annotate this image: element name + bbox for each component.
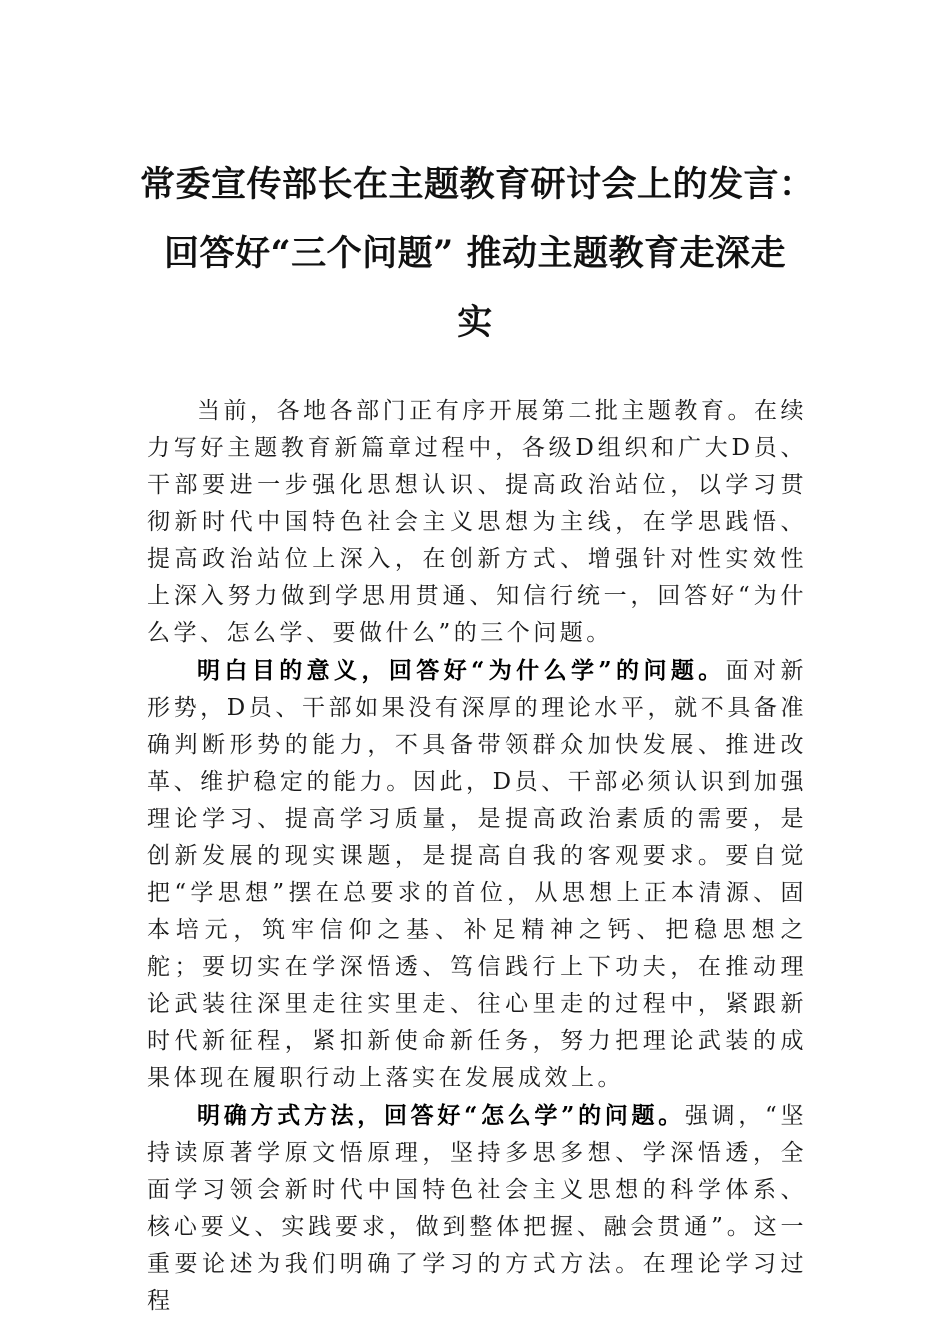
paragraph-heading: 明确方式方法，回答好“怎么学”的问题。 (197, 1102, 685, 1129)
paragraph-text: 强调，“坚持读原著学原文悟原理，坚持多思多想、学深悟透，全面学习领会新时代中国特色社会主义思想的科学体系、核心要义、实践要求，做到整体把握、融会贯通”。这一重要论述为我们明确了学习的方式方法。在理论学习过程 (147, 1103, 807, 1314)
title-line: 常委宣传部长在主题教育研讨会上的发言： (140, 164, 815, 205)
paragraph-why-learn (147, 652, 807, 1097)
paragraph-how-learn (147, 1097, 807, 1320)
title-line: 实 (457, 302, 493, 343)
document-title (140, 150, 815, 357)
paragraph-text: 当前，各地各部门正有序开展第二批主题教育。在续力写好主题教育新篇章过程中，各级D组织和广大D员、干部要进一步强化思想认识、提高政治站位，以学习贯彻新时代中国特色社会主义思想为主线，在学思践悟、提高政治站位上深入，在创新方式、增强针对性实效性上深入努力做到学思用贯通、知信行统一，回答好“为什么学、怎么学、要做什么”的三个问题。 (147, 398, 807, 646)
paragraph-heading: 明白目的意义，回答好“为什么学”的问题。 (197, 657, 726, 684)
paragraph-intro (147, 393, 807, 652)
paragraph-text: 面对新形势，D员、干部如果没有深厚的理论水平，就不具备准确判断形势的能力，不具备带领群众加快发展、推进改革、维护稳定的能力。因此，D员、干部必须认识到加强理论学习、提高学习质量，是提高政治素质的需要，是创新发展的现实课题，是提高自我的客观要求。要自觉把“学思想”摆在总要求的首位，从思想上正本清源、固本培元，筑牢信仰之基、补足精神之钙、把稳思想之舵；要切实在学深悟透、笃信践行上下功夫，在推动理论武装往深里走往实里走、往心里走的过程中，紧跟新时代新征程，紧扣新使命新任务，努力把理论武装的成果体现在履职行动上落实在发展成效上。 (147, 658, 807, 1091)
document-body (147, 393, 807, 1320)
title-line: 回答好“三个问题” 推动主题教育走深走 (164, 233, 786, 274)
